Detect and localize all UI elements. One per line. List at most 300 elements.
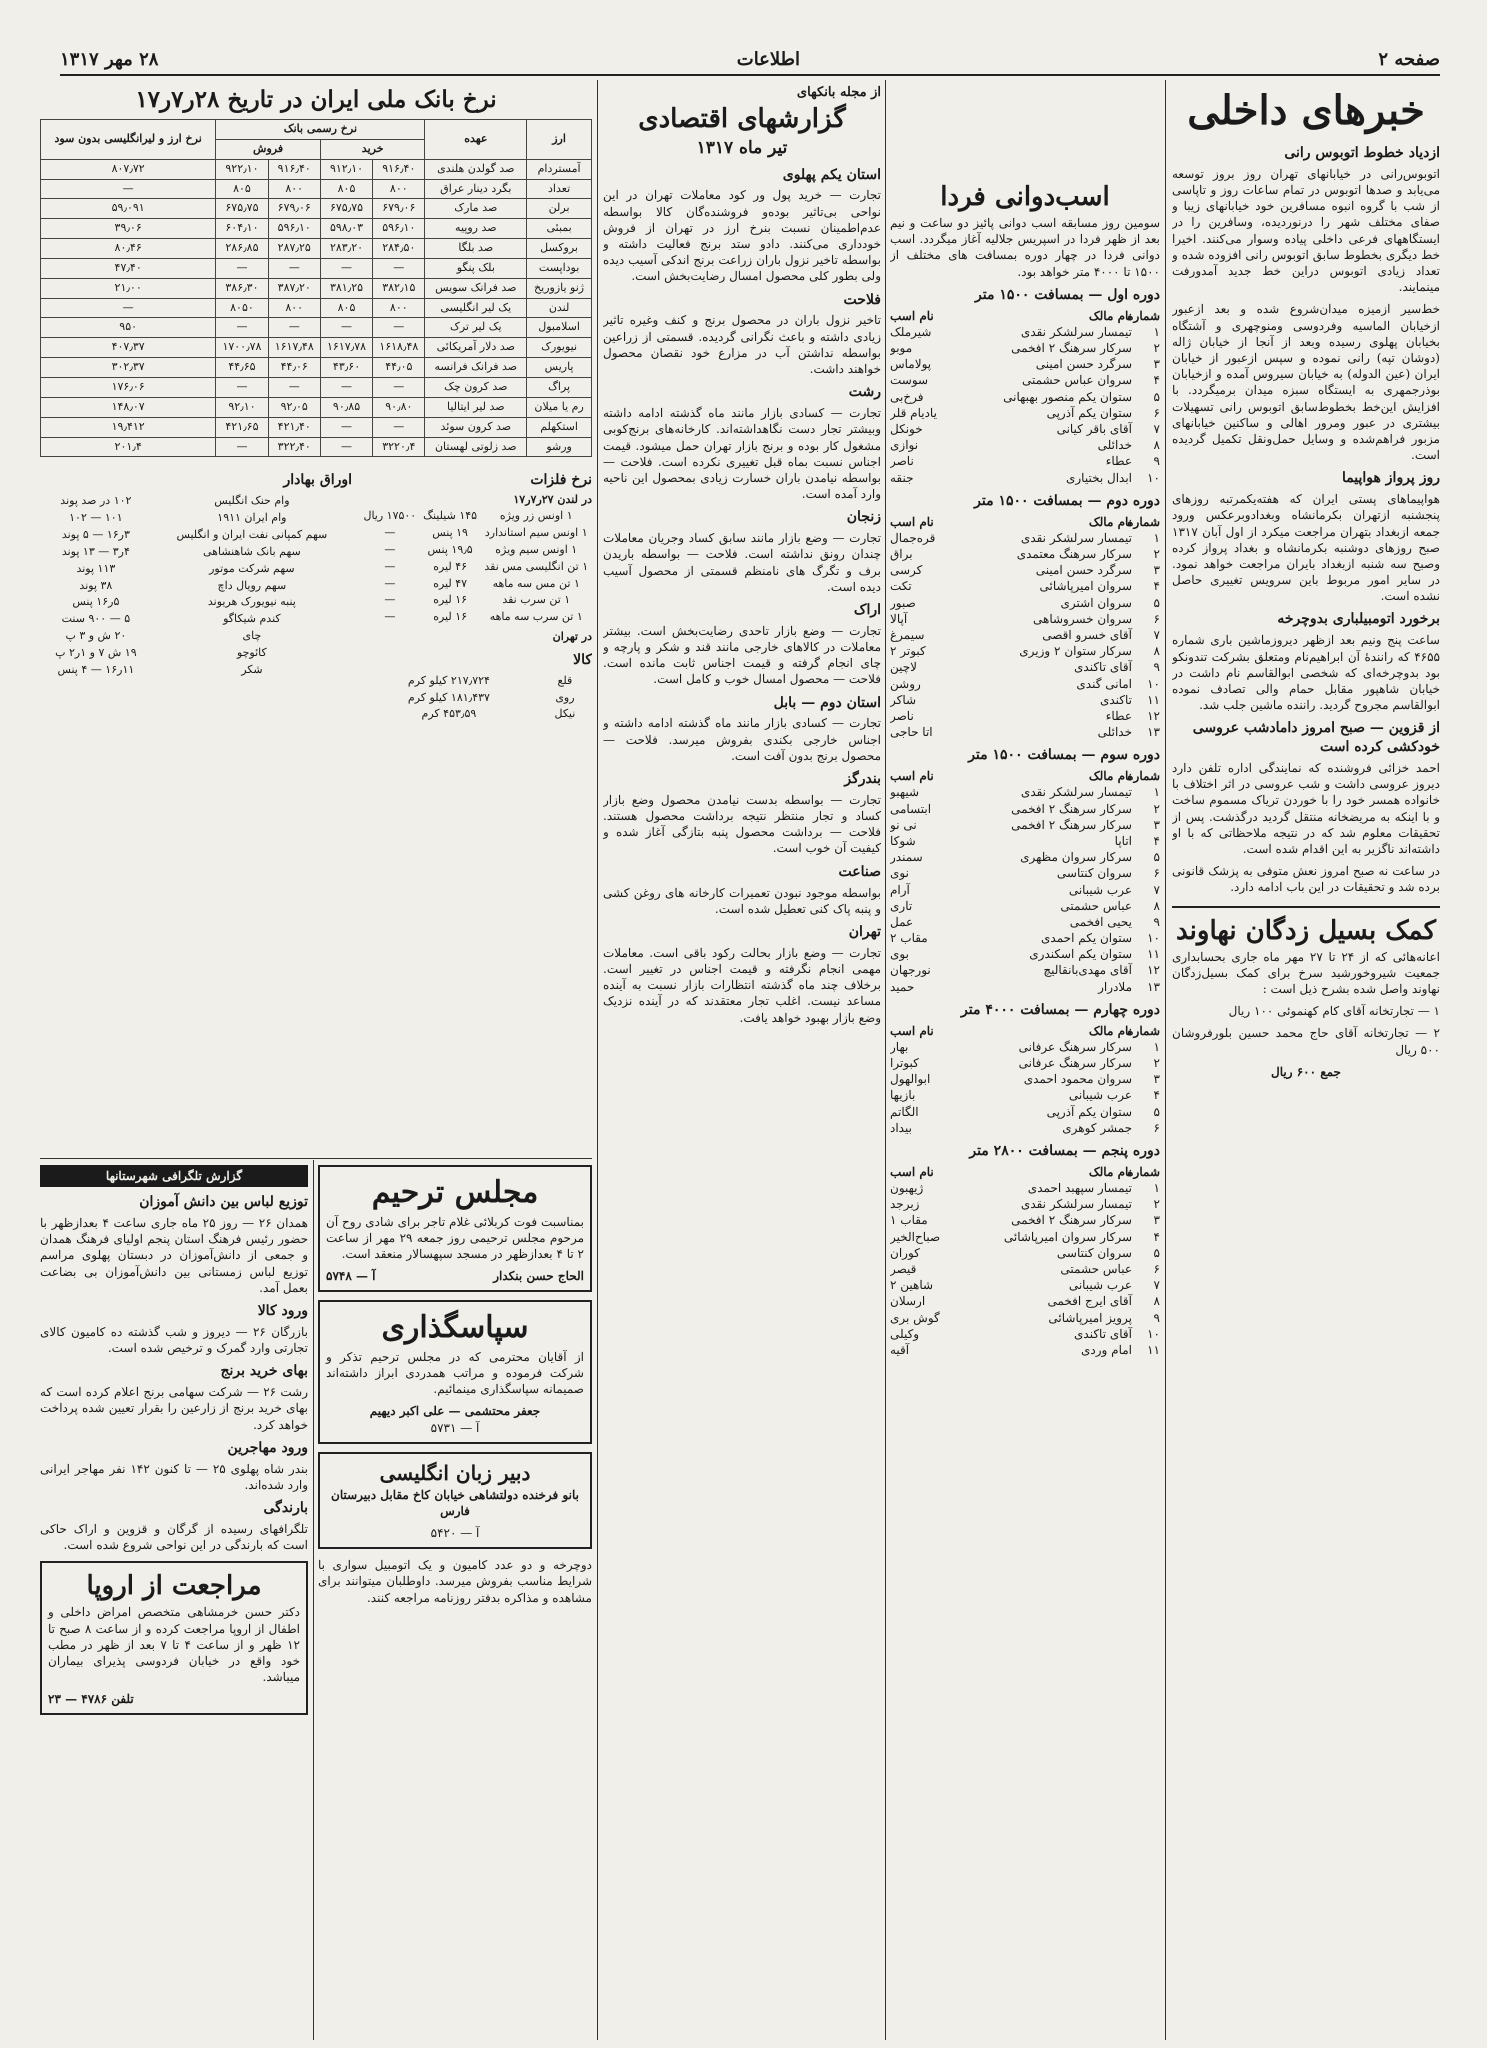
commodities-row bbox=[360, 673, 592, 690]
rates-cell: ۴۲۱٫۴۰ bbox=[268, 417, 320, 437]
rates-table bbox=[40, 119, 592, 457]
rates-cell: پراگ bbox=[527, 378, 592, 398]
entry-number: ۵ bbox=[1153, 850, 1160, 865]
stocks-cell: سهم بانک شاهنشاهی bbox=[203, 544, 301, 558]
entry-horse: جنقه bbox=[890, 470, 914, 485]
rates-header-buy: خرید bbox=[320, 139, 425, 159]
entry-owner: سرکار سرهنگ ۲ افخمی bbox=[1011, 801, 1132, 816]
entry-owner: ستوان یکم منصور بهبهانی bbox=[1003, 389, 1132, 404]
entry-horse: پولاماس bbox=[890, 357, 932, 372]
entry-owner: سرکار سرهنگ عرفانی bbox=[1018, 1056, 1132, 1071]
economy-section-body: تاخیر نزول باران در محصول برنج و کنف وغیره تاثیر زیادی داشته و باعث نگرانی گردیده. قسمتی از زراعین بواسطه نداشتن آب در مزارع خود نقصان محصول خواهند داشت. bbox=[603, 313, 881, 377]
metals-cell: — bbox=[384, 525, 396, 539]
race-entry bbox=[890, 882, 1160, 898]
stocks-cell: شکر bbox=[241, 662, 263, 676]
rates-cell: ۲۱٫۰۰ bbox=[41, 278, 216, 298]
entry-horse: نوازی bbox=[890, 438, 919, 453]
rates-cell: ۳۹٫۰۶ bbox=[41, 219, 216, 239]
rates-cell: ۳۸۷٫۲۰ bbox=[268, 278, 320, 298]
telegraph-body: تلگرافهای رسیده از گرگان و قزوین و اراک حاکی است که بارندگی در این نواحی شروع شده است. bbox=[40, 1521, 308, 1553]
race-col-number: شماره bbox=[1127, 769, 1160, 784]
metals-cell: ۱ تن مس سه ماهه bbox=[492, 576, 580, 590]
paper-name: اطلاعات bbox=[736, 49, 800, 70]
rates-cell: صد فرانک فرانسه bbox=[425, 358, 527, 378]
rates-row bbox=[41, 239, 592, 259]
commodities-cell: قلع bbox=[557, 673, 573, 687]
metals-row bbox=[360, 609, 592, 626]
rates-cell: ۴۴٫۶۵ bbox=[216, 358, 268, 378]
entry-horse: لاچین bbox=[890, 660, 918, 675]
entry-number: ۹ bbox=[1153, 454, 1160, 469]
economy-section-head: بندرگز bbox=[844, 770, 881, 787]
rates-cell: ۱۷۶٫۰۶ bbox=[41, 378, 216, 398]
entry-owner: خدائلی bbox=[1097, 725, 1132, 740]
metals-cell: ۱۹ پنس bbox=[432, 525, 468, 539]
economy-section-body: تجارت — خرید پول ور کود معاملات تهران در این نواحی بی‌تاثیر بوده‌و فروشنده‌گان کالا بواسطه عدم‌اطمینان نسبت بنرخ ارز در تهران از فروش خودداری می‌کنند. دادو ستد برنج فعالیت داشته و بواسطه تاخیر نزول باران زراعت برنج اندکی آسیب دیده ولی بطور کلی محصول امسال رضایت‌بخش است. bbox=[603, 188, 881, 284]
horse-race-column bbox=[890, 180, 1160, 2035]
entry-horse: ناصر bbox=[890, 708, 914, 723]
entry-owner: سروان محمود احمدی bbox=[1023, 1072, 1132, 1087]
rates-cell: ۸۰۵۰ bbox=[216, 298, 268, 318]
rates-cell: ۶۰۴٫۱۰ bbox=[216, 219, 268, 239]
race-entry bbox=[890, 676, 1160, 692]
rates-row bbox=[41, 318, 592, 338]
economy-section-head: تهران bbox=[848, 923, 881, 940]
race-entry bbox=[890, 801, 1160, 817]
economy-title: گزارشهای اقتصادی bbox=[638, 103, 846, 134]
rates-cell: — bbox=[320, 258, 372, 278]
metals-tehran: در تهران bbox=[552, 630, 592, 644]
race-entry bbox=[890, 1261, 1160, 1277]
entry-number: ۶ bbox=[1153, 866, 1160, 881]
entry-number: ۷ bbox=[1153, 628, 1160, 642]
race-entry bbox=[890, 1326, 1160, 1342]
commodities-table bbox=[360, 673, 592, 724]
rates-cell: ۵۹۶٫۱۰ bbox=[268, 219, 320, 239]
rates-cell: بوداپست bbox=[527, 258, 592, 278]
rates-header-official: نرخ رسمی بانک bbox=[216, 120, 425, 140]
entry-number: ۳ bbox=[1153, 563, 1160, 578]
race-heading: دوره چهارم — بمسافت ۴۰۰۰ متر bbox=[961, 1001, 1160, 1018]
metals-row bbox=[360, 576, 592, 593]
race-entry bbox=[890, 1277, 1160, 1293]
metals-cell: ۱ اونس سیم ویژه bbox=[495, 542, 578, 556]
race-col-owner: نام مالک bbox=[1088, 769, 1132, 784]
entry-number: ۱۰ bbox=[1147, 676, 1160, 691]
rates-cell: ۵۹۶٫۱۰ bbox=[373, 219, 425, 239]
rates-cell: ۹۲۲٫۱۰ bbox=[216, 159, 268, 179]
article-headline: برخورد اتومبیلباری بدوچرخه bbox=[1277, 611, 1440, 628]
section-divider bbox=[40, 1158, 592, 1159]
commodities-row bbox=[360, 706, 592, 723]
rates-row bbox=[41, 199, 592, 219]
rates-row bbox=[41, 179, 592, 199]
rates-cell: — bbox=[41, 179, 216, 199]
stocks-cell: وام ایران ۱۹۱۱ bbox=[217, 511, 287, 525]
telegraph-title: گزارش تلگرافی شهرستانها bbox=[40, 1165, 308, 1187]
entry-horse: نوی bbox=[890, 866, 909, 881]
race-entry bbox=[890, 930, 1160, 946]
entry-owner: سرکار ستوان ۲ وزیری bbox=[1019, 644, 1132, 659]
race-entry bbox=[890, 1087, 1160, 1103]
economy-section-body: تجارت — وضع بازار مانند سابق کساد وجریان معاملات چندان رونق نداشته است. فلاحت — بواسطه باریدن برف و تگرگ های نامنظم قسمتی از محصول آسیب دیده است. bbox=[603, 531, 881, 594]
metals-row bbox=[360, 508, 592, 525]
entry-number: ۱ bbox=[1153, 324, 1160, 339]
race-entry bbox=[890, 1104, 1160, 1120]
economy-section-body: تجارت — بواسطه بدست نیامدن محصول وضع بازار کساد و تجار منتظر نتیجه برداشت محصول هستند. فلاحت — برداشت محصول پنبه بتازگی آغاز شده و کیفیت آن خوب است. bbox=[603, 792, 881, 856]
entry-owner: تیمسار سرلشکر نقدی bbox=[1020, 785, 1132, 800]
entry-number: ۹ bbox=[1153, 914, 1160, 929]
entry-horse: آرام bbox=[890, 882, 910, 897]
rates-cell: ۴۷٫۴۰ bbox=[41, 258, 216, 278]
article-body: خط‌سیر ازمیزه میدان‌شروع شده و بعد ازعبور ازخیابان الماسیه وفردوسی ومنوچهری و آشتگاه بخیابان پهلوی رسیده وبعد از آنجا از خیابان ژاله (دوشان تپه) رانی نموده و سپس ازعبور از خیابان ایران (عین الدوله) به خیابان سیروس آمده و ازخیابان بوذرجمهری به ایستگاه سبزه میدان برمیگردد. با افزایش این‌خط بخطوط‌سابق اتوبوس رانی تسهیلات بیشتری در عبور ومرور اهالی و ساکنین خیابانهای مزبور فراهم‌شده و وسایل حمل‌ونقل تکمیل گردیده است. bbox=[1172, 302, 1440, 463]
rates-title: نرخ بانک ملی ایران در تاریخ ۲۸ر۷ر۱۷ bbox=[135, 86, 497, 113]
race-entry bbox=[890, 1342, 1160, 1358]
rates-cell: ۸۰۵ bbox=[320, 179, 372, 199]
metals-cell: ۱۴۵ شیلینگ bbox=[423, 509, 478, 523]
aid-section bbox=[1172, 906, 1440, 1080]
entry-owner: امانی گندی bbox=[1076, 676, 1132, 691]
entry-owner: سروان امیرپاشائی bbox=[1039, 579, 1132, 594]
thanks-title: سپاسگذاری bbox=[381, 1310, 529, 1346]
europe-phone: تلفن ۴۷۸۶ — ۲۳ bbox=[48, 1692, 134, 1707]
entry-owner: ابدال بختیاری bbox=[1065, 470, 1132, 485]
economy-section-body: تجارت — وضع بازار بحالت رکود باقی است. معاملات مهمی انجام نگرفته و قیمت اجناس در تغییر است. برخلاف چند ماه گذشته انتظارات بازار نسبت به آینده مساعد نیست. اغلب تجار معتقدند که در آینده نزدیک وضع بازار بهبود خواهد یافت. bbox=[603, 945, 881, 1025]
rates-cell: ۸۰۰ bbox=[268, 298, 320, 318]
rates-cell: — bbox=[373, 318, 425, 338]
rates-cell: ۹۰٫۸۰ bbox=[373, 397, 425, 417]
entry-number: ۱۱ bbox=[1147, 1342, 1160, 1357]
rates-cell: ۶۷۵٫۷۵ bbox=[320, 199, 372, 219]
entry-number: ۴ bbox=[1153, 1088, 1160, 1103]
entry-horse: ناصر bbox=[890, 454, 914, 469]
race-entry bbox=[890, 356, 1160, 372]
race-list-header bbox=[890, 1023, 1160, 1039]
race-col-number: شماره bbox=[1127, 1164, 1160, 1179]
stocks-row bbox=[40, 594, 352, 611]
stocks-row bbox=[40, 578, 352, 595]
article-headline: روز پرواز هواپیما bbox=[1341, 470, 1440, 487]
rates-cell: بمبئی bbox=[527, 219, 592, 239]
entry-owner: سرکار سرهنگ ۲ افخمی bbox=[1011, 1213, 1132, 1228]
race-col-number: شماره bbox=[1127, 308, 1160, 323]
entry-owner: جمشر کوهری bbox=[1062, 1120, 1132, 1135]
stocks-cell: ۱۰۱ — ۱۰۲ bbox=[69, 511, 123, 525]
stocks-cell: ۵ر۱۶ پنس bbox=[72, 595, 120, 609]
rates-cell: — bbox=[216, 258, 268, 278]
race-entry bbox=[890, 1245, 1160, 1261]
entry-number: ۲ bbox=[1153, 1197, 1160, 1212]
rates-cell: صد زلوتی لهستان bbox=[425, 437, 527, 457]
commodities-cell: روی bbox=[555, 690, 575, 704]
entry-number: ۷ bbox=[1153, 422, 1160, 437]
telegraph-head: توزیع لباس بین دانش آموزان bbox=[139, 1194, 308, 1211]
stocks-row bbox=[40, 645, 352, 662]
race-col-number: شماره bbox=[1127, 1023, 1160, 1038]
economy-section-head: اراک bbox=[853, 601, 881, 618]
entry-owner: تیمسار سرلشکر نقدی bbox=[1020, 530, 1132, 545]
economic-reports-column bbox=[603, 84, 881, 2034]
race-entry bbox=[890, 1180, 1160, 1196]
rates-cell: تعداد bbox=[527, 179, 592, 199]
entry-number: ۱۰ bbox=[1147, 1326, 1160, 1341]
stocks-cell: ۴ر۳ — ۱۳ پوند bbox=[61, 544, 130, 558]
english-body: بانو فرخنده دولتشاهی خیابان کاخ مقابل دبیرستان فارس bbox=[331, 1487, 579, 1518]
rates-cell: ۱۶۱۷٫۷۸ bbox=[320, 338, 372, 358]
thanks-phone: آ — ۵۷۳۱ bbox=[430, 1420, 480, 1435]
entry-number: ۶ bbox=[1153, 405, 1160, 420]
entry-owner: آقای تاکندی bbox=[1074, 1326, 1132, 1341]
rates-cell: — bbox=[216, 378, 268, 398]
entry-horse: مقاب ۱ bbox=[890, 1213, 928, 1228]
rates-row bbox=[41, 219, 592, 239]
english-teacher-ad bbox=[318, 1452, 592, 1550]
telegraph-body: بندر شاه پهلوی ۲۵ — تا کنون ۱۴۲ نفر مهاجر ایرانی وارد شده‌اند. bbox=[40, 1461, 308, 1492]
entry-horse: قره‌جمال bbox=[890, 530, 936, 545]
metals-cell: — bbox=[384, 559, 396, 573]
race-entry bbox=[890, 784, 1160, 800]
telegraph-sections bbox=[40, 1193, 308, 1553]
economy-section-body: تجارت — کسادی بازار مانند ماه گذشته ادامه داشته و اجناس خارجی بکندی بفروش میرسد. فلاحت — محصول برنج بدون آفت است. bbox=[603, 716, 881, 763]
rates-cell: ۱۴۸٫۰۷ bbox=[41, 397, 216, 417]
entry-horse: مقاب ۲ bbox=[890, 931, 928, 946]
rates-row bbox=[41, 397, 592, 417]
entry-number: ۱۲ bbox=[1147, 963, 1160, 978]
race-heading: دوره پنجم — بمسافت ۲۸۰۰ متر bbox=[969, 1143, 1160, 1160]
rates-cell: صد لیر ایتالیا bbox=[425, 397, 527, 417]
rates-cell: ۳۸۱٫۲۵ bbox=[320, 278, 372, 298]
telegraph-head: ورود مهاجرین bbox=[227, 1439, 308, 1456]
entry-number: ۲ bbox=[1153, 547, 1160, 562]
entry-owner: آقای خسرو اقصی bbox=[1042, 628, 1132, 642]
race-entry bbox=[890, 611, 1160, 627]
rates-row bbox=[41, 378, 592, 398]
domestic-articles bbox=[1172, 144, 1440, 896]
entry-owner: اتاپا bbox=[1114, 833, 1132, 848]
stocks-row bbox=[40, 544, 352, 561]
stocks-row bbox=[40, 493, 352, 510]
entry-owner: ستوان یکم آذرپی bbox=[1046, 1104, 1132, 1119]
stocks-row bbox=[40, 527, 352, 544]
entry-horse: حمید bbox=[890, 979, 915, 994]
rates-cell: ۴۲۱٫۶۵ bbox=[216, 417, 268, 437]
entry-number: ۹ bbox=[1153, 660, 1160, 675]
entry-owner: عرب شیبانی bbox=[1068, 1278, 1132, 1293]
rates-cell: ۶۷۹٫۰۶ bbox=[373, 199, 425, 219]
rates-cell: ۳۲۲٫۴۰ bbox=[268, 437, 320, 457]
entry-horse: ژیهبون bbox=[890, 1181, 924, 1196]
commodities-title: کالا bbox=[573, 651, 592, 668]
metals-section bbox=[360, 465, 592, 723]
rates-row bbox=[41, 278, 592, 298]
rates-cell: ۲۸۳٫۲۰ bbox=[320, 239, 372, 259]
race-entry bbox=[890, 405, 1160, 421]
metals-table bbox=[360, 508, 592, 626]
entry-horse: سیمرغ bbox=[890, 628, 925, 642]
race-col-horse: نام اسب bbox=[890, 308, 934, 323]
entry-owner: امام وردی bbox=[1081, 1342, 1132, 1357]
rates-cell: ۶۷۵٫۷۵ bbox=[216, 199, 268, 219]
memorial-sign: الحاج حسن بنکدار bbox=[493, 1269, 584, 1284]
commodities-cell: نیکل bbox=[554, 707, 576, 721]
entry-horse: ابوالهول bbox=[890, 1072, 931, 1087]
telegraph-body: رشت ۲۶ — شرکت سهامی برنج اعلام کرده است که بهای خرید برنج از زارعین را بقرار تعیین شده پرداخت خواهد کرد. bbox=[40, 1385, 308, 1432]
economy-section-head: صناعت bbox=[838, 863, 881, 880]
race-entry bbox=[890, 979, 1160, 995]
memorial-title: مجلس ترحیم bbox=[371, 1175, 539, 1210]
entry-horse: زبرجد bbox=[890, 1197, 920, 1212]
race-entry bbox=[890, 340, 1160, 356]
race-entry bbox=[890, 437, 1160, 453]
entry-horse: بیداد bbox=[890, 1120, 912, 1135]
entry-owner: سروان کنتاسی bbox=[1056, 1245, 1132, 1260]
race-entry bbox=[890, 914, 1160, 930]
entry-owner: سروان عباس حشمتی bbox=[1021, 373, 1132, 388]
race-entry bbox=[890, 865, 1160, 881]
race-entry bbox=[890, 1310, 1160, 1326]
entry-owner: پرویز امیرپاشائی bbox=[1048, 1310, 1132, 1325]
stocks-cell: ۱۰۲ در صد پوند bbox=[60, 494, 132, 508]
entry-owner: سرکار سرهنگ ۲ افخمی bbox=[1011, 341, 1132, 356]
entry-number: ۴ bbox=[1153, 579, 1160, 594]
economy-subtitle: تیر ماه ۱۳۱۷ bbox=[696, 137, 788, 158]
metals-london: در لندن ۲۷ر۷ر۱۷ bbox=[513, 493, 592, 507]
rates-row bbox=[41, 298, 592, 318]
entry-number: ۸ bbox=[1153, 1294, 1160, 1309]
race-entry bbox=[890, 421, 1160, 437]
rates-cell: ۹۰٫۸۵ bbox=[320, 397, 372, 417]
race-entry bbox=[890, 372, 1160, 388]
metals-cell: ۱۶ لیره bbox=[433, 610, 468, 624]
entry-number: ۳ bbox=[1153, 357, 1160, 372]
aid-intro: اعانه‌هائی که از ۲۴ تا ۲۷ مهر ماه جاری بحسابداری جمعیت شیروخورشید سرخ برای کمک بسیل‌زدگان نهاوند واصل شده بشرح ذیل است : bbox=[1172, 949, 1440, 997]
race-heading: دوره اول — بمسافت ۱۵۰۰ متر bbox=[975, 286, 1160, 303]
economy-section-body: تجارت — کسادی بازار مانند ماه گذشته ادامه داشته وبیشتر تجار دست نگاهداشته‌اند. کارخانه‌های برنج‌کوبی مشغول کار بوده و برنج بازار تهران حمل میشود. قیمت اجناس نسبت بماه قبل تغییری نکرده است. فلاحت — بواسطه نیامدن باران خسارت زیادی بمحصول این ناحیه وارد آمده است. bbox=[603, 406, 881, 502]
race-entry bbox=[890, 962, 1160, 978]
metals-row bbox=[360, 559, 592, 576]
stocks-cell: ۳۸ پوند bbox=[79, 578, 113, 592]
entry-number: ۵ bbox=[1153, 389, 1160, 404]
entry-owner: آقای تاکندی bbox=[1074, 660, 1132, 675]
stocks-cell: سهم رویال داچ bbox=[217, 578, 287, 592]
stocks-row bbox=[40, 628, 352, 645]
rates-cell: استکهلم bbox=[527, 417, 592, 437]
rates-cell: ۱۹٫۴۱۲ bbox=[41, 417, 216, 437]
economy-sections bbox=[603, 166, 881, 1026]
race-col-horse: نام اسب bbox=[890, 1023, 934, 1038]
economy-section-head: استان دوم — بابل bbox=[773, 694, 881, 711]
entry-horse: کبوترا bbox=[890, 1056, 919, 1071]
race-entry bbox=[890, 1120, 1160, 1136]
rates-cell: — bbox=[268, 318, 320, 338]
race-entry bbox=[890, 946, 1160, 962]
entry-horse: صبور bbox=[890, 595, 916, 610]
aid-item: ۲ — تجارتخانه آقای حاج محمد حسین بلورفروشان ۵۰۰ ریال bbox=[1172, 1026, 1440, 1057]
entry-horse: تکت bbox=[890, 579, 912, 594]
stocks-row bbox=[40, 662, 352, 679]
entry-number: ۳ bbox=[1153, 817, 1160, 832]
rates-cell: ۱۶۱۷٫۴۸ bbox=[268, 338, 320, 358]
metals-cell: ۱ تن انگلیسی مس نقد bbox=[484, 559, 589, 573]
metals-cell: ۱ اونس زر ویژه bbox=[499, 509, 573, 523]
memorial-notice bbox=[318, 1165, 592, 1292]
rates-cell: ۹۱۲٫۱۰ bbox=[320, 159, 372, 179]
entry-owner: ستوان یکم اسکندری bbox=[1029, 947, 1132, 962]
rates-cell: ۲۸۴٫۵۰ bbox=[373, 239, 425, 259]
entry-horse: آقیه bbox=[890, 1342, 910, 1357]
entry-owner: آقای ایرج افخمی bbox=[1047, 1294, 1132, 1309]
telegraph-head: بارندگی bbox=[263, 1500, 308, 1516]
rates-cell: ۹۲٫۰۵ bbox=[268, 397, 320, 417]
entry-horse: سمندر bbox=[890, 850, 923, 865]
rates-cell: ۸۰۵ bbox=[320, 298, 372, 318]
entry-horse: خونکل bbox=[890, 422, 923, 437]
metals-cell: ۱۶ لیره bbox=[433, 593, 468, 607]
stocks-cell: ۳ر۱۶ — ۵ پوند bbox=[61, 527, 130, 541]
telegraph-head: ورود کالا bbox=[257, 1303, 308, 1320]
metals-title: نرخ فلزات bbox=[530, 472, 592, 489]
telegraph-column bbox=[40, 1165, 308, 2035]
race-heading: دوره سوم — بمسافت ۱۵۰۰ متر bbox=[968, 747, 1160, 764]
entry-owner: سرکار سرهنگ عرفانی bbox=[1018, 1039, 1132, 1054]
rates-cell: — bbox=[320, 417, 372, 437]
column-divider bbox=[313, 1160, 314, 2040]
metals-cell: — bbox=[384, 593, 396, 607]
rates-cell: ۴۴٫۰۶ bbox=[268, 358, 320, 378]
europe-title: مراجعت از اروپا bbox=[86, 1571, 262, 1602]
entry-number: ۱ bbox=[1153, 1181, 1160, 1196]
race-col-horse: نام اسب bbox=[890, 1164, 934, 1179]
article-body: هواپیماهای پستی ایران که هفته‌یکمرتبه روزهای پنجشنبه ازتهران بکرمانشاه وبغدادوبرعکس ورود جمعه ازبغداد بتهران مراجعت میکرد از اول آبان ۱۳۱۷ صبح روزهای دوشنبه بکرمانشاه و بغداد پرواز کرده وصبح سه شنبه ازبغداد بایران مراجعت خواهد نمود. در سایر امور مربوط باین سرویس تغییری حاصل نشده است. bbox=[1172, 492, 1440, 604]
entry-horse: شاکر bbox=[890, 692, 917, 707]
entry-number: ۸ bbox=[1153, 898, 1160, 913]
race-list-header bbox=[890, 1164, 1160, 1180]
entry-number: ۸ bbox=[1153, 438, 1160, 453]
thanks-notice bbox=[318, 1300, 592, 1443]
metals-cell: — bbox=[384, 542, 396, 556]
rates-cell: ۹۲٫۱۰ bbox=[216, 397, 268, 417]
rates-cell: — bbox=[373, 417, 425, 437]
entry-owner: عطاء bbox=[1105, 454, 1132, 469]
stocks-title: اوراق بهادار bbox=[283, 472, 352, 489]
rates-cell: ۲۸۶٫۸۵ bbox=[216, 239, 268, 259]
race-list bbox=[890, 286, 1160, 1358]
entry-owner: عرب شیبانی bbox=[1068, 882, 1132, 897]
entry-horse: براق bbox=[890, 547, 913, 562]
article-body: اتوبوس‌رانی در خیابانهای تهران روز بروز توسعه می‌یابد و صدها اتوبوس در تمام ساعات روز و تاپاسی از شب با گروه انبوه مسافرین خود خیابانهای زیبا و صفای مختلف شهر را درنوردیده، وسافرین را در ایستگاههای فرعی داخلی پیاده وسوار می‌کنند. اخیرا خط دیگری بخطوط سابق اتوبوس رانی افزوده شده و تعداد زیادی اتوبوس دراین خط جدید آمدورفت مینمایند. bbox=[1172, 166, 1440, 295]
rates-cell: رم یا میلان bbox=[527, 397, 592, 417]
rates-cell: ورشو bbox=[527, 437, 592, 457]
rates-header-clearing: نرخ ارز و لیرانگلیسی بدون سود bbox=[41, 120, 216, 160]
race-entry bbox=[890, 389, 1160, 405]
europe-body: دکتر حسن خرمشاهی متخصص امراض داخلی و اطفال از اروپا مراجعت کرده و از ساعت ۸ صبح تا ۱۲ ظهر و از ساعت ۴ تا ۷ بعد از ظهر در مطب خود واقع در خیابان فردوسی پذیرای بیماران میباشد. bbox=[48, 1605, 301, 1685]
rates-cell: ۱۶۱۸٫۴۸ bbox=[373, 338, 425, 358]
entry-owner: ملادرار bbox=[1098, 979, 1132, 994]
rates-cell: ۴۰۷٫۳۷ bbox=[41, 338, 216, 358]
stocks-cell: سهم شرکت موتور bbox=[209, 561, 295, 575]
entry-owner: سرکار سرهنگ معتمدی bbox=[1016, 547, 1132, 562]
thanks-body: از آقایان محترمی که در مجلس ترحیم تذکر و شرکت فرموده و مراتب همدردی ابراز داشته‌اند صمیمانه سپاسگذاری مینمائیم. bbox=[326, 1349, 584, 1397]
metals-cell: — bbox=[384, 610, 396, 624]
article-body: احمد خزائی فروشنده که نمایندگی اداره تلفن دارد دیروز عروسی داشت و شب عروسی در اثر اختلاف با خانواده همسر خود را با خوردن تریاک مسموم ساخت و با اینکه به مریضخانه منتقل گردید درگذشت. پس از تحقیقات معلوم شد که در نتیجه ملاحظاتی که با او داشته‌اند ناگزیر به این اقدام شده است. bbox=[1172, 761, 1440, 857]
rates-row bbox=[41, 159, 592, 179]
economy-section-head: رشت bbox=[848, 384, 881, 401]
rates-header-currency: ارز bbox=[527, 120, 592, 160]
domestic-news-column bbox=[1172, 84, 1440, 2034]
article-headline: ازدیاد خطوط اتوبوس رانی bbox=[1284, 145, 1440, 161]
entry-number: ۵ bbox=[1153, 1245, 1160, 1260]
rates-cell: ۹۱۶٫۴۰ bbox=[268, 159, 320, 179]
